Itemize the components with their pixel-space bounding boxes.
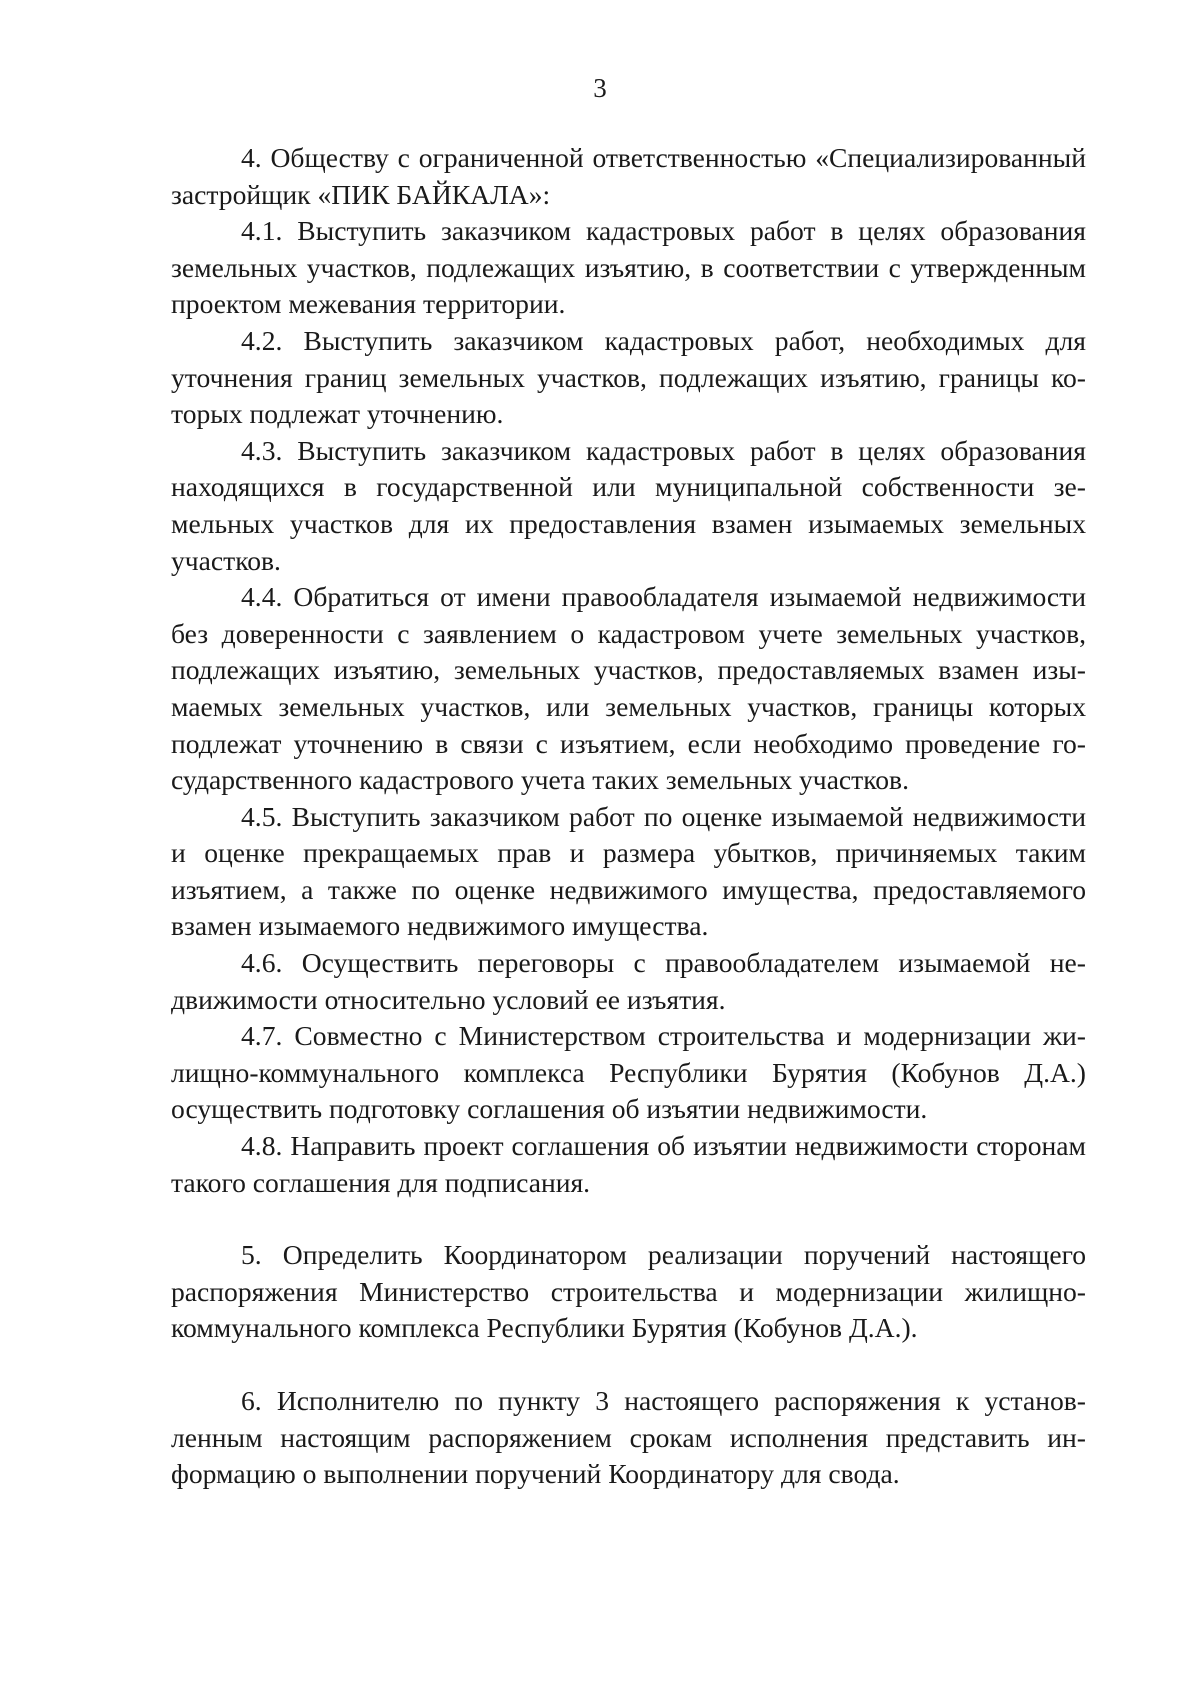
item-4-5: 4.5. Выступить заказчиком работ по оценке изымаемой недвижимости и оценке прекращаемых прав и размера убытков, причиняемых таким изъятием, а также по оценке недвижимого имущества, предоставляемого взамен изымаемого недвижимого имущества. — [171, 800, 1086, 942]
item-4-7: 4.7. Совместно с Министерством строительства и модернизации жилищно-коммунального комплекса Республики Бурятия (Кобунов Д.А.) осуществить подготовку соглашения об изъятии недвижимости. — [171, 1020, 1086, 1125]
item-6: 6. Исполнителю по пункту 3 настоящего распоряжения к установленным настоящим распоряжением срокам исполнения представить информацию о выполнении поручений Координатору для свода. — [171, 1385, 1086, 1490]
item-4-8: 4.8. Направить проект соглашения об изъятии недвижимости сторонам такого соглашения для подписания. — [171, 1130, 1086, 1198]
page-number: 3 — [593, 73, 607, 103]
item-4-intro: 4. Обществу с ограниченной ответственностью «Специализированный застройщик «ПИК БАЙКАЛА»: — [171, 142, 1086, 210]
item-4-1: 4.1. Выступить заказчиком кадастровых работ в целях образования земельных участков, подлежащих изъятию, в соответствии с утвержденным проектом межевания территории. — [171, 215, 1086, 320]
document-body — [171, 140, 1086, 1493]
item-4-4: 4.4. Обратиться от имени правообладателя изымаемой недвижимости без доверенности с заявлением о кадастровом учете земельных участков, подлежащих изъятию, земельных участков, предоставляемых взамен изымаемых земельных участков, или земельных участков, границы которых подлежат уточнению в связи с изъятием, если необходимо проведение государственного кадастрового учета таких земельных участков. — [171, 581, 1086, 796]
item-4-2: 4.2. Выступить заказчиком кадастровых работ, необходимых для уточнения границ земельных участков, подлежащих изъятию, границы которых подлежат уточнению. — [171, 324, 1086, 430]
item-4-6: 4.6. Осуществить переговоры с правообладателем изымаемой недвижимости относительно условий ее изъятия. — [171, 947, 1086, 1015]
item-4-3: 4.3. Выступить заказчиком кадастровых работ в целях образования находящихся в государственной или муниципальной собственности земельных участков для их предоставления взамен изымаемых земельных участков. — [171, 434, 1086, 576]
item-5: 5. Определить Координатором реализации поручений настоящего распоряжения Министерство строительства и модернизации жилищно-коммунального комплекса Республики Бурятия (Кобунов Д.А.). — [171, 1239, 1086, 1344]
